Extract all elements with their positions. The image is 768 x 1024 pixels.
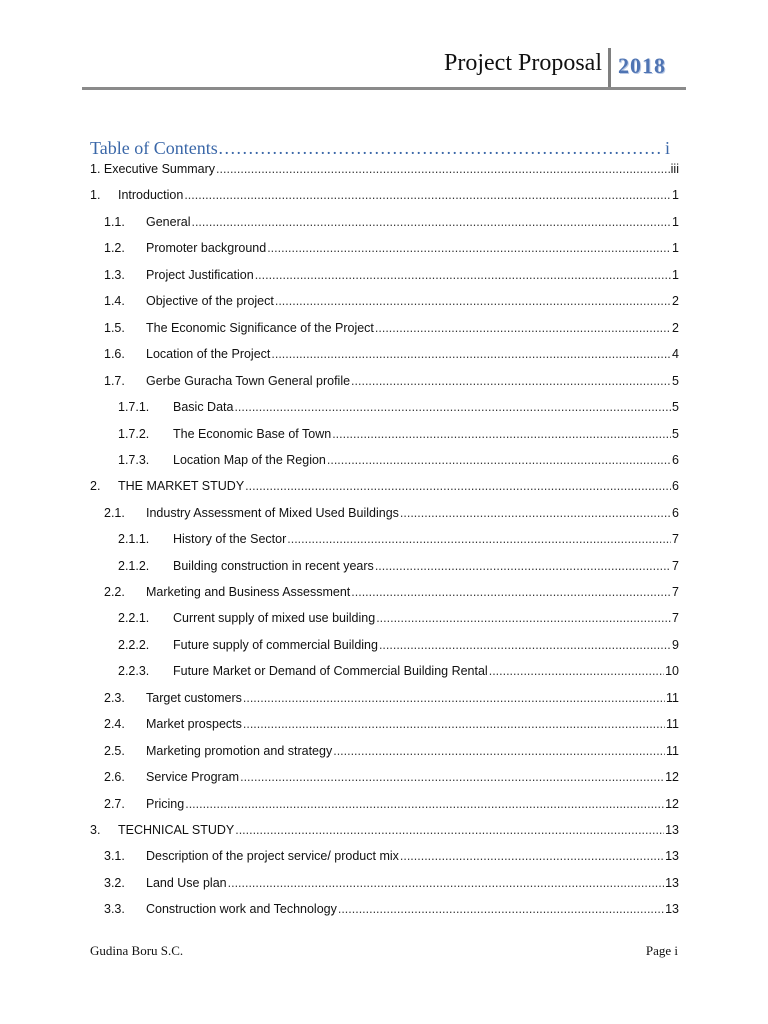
toc-entry[interactable]	[104, 902, 679, 922]
toc-entry-number: 1.	[90, 188, 101, 202]
toc-entry-page: 7	[672, 532, 679, 546]
toc-entry-number: 3.3.	[104, 902, 125, 916]
toc-entry[interactable]	[118, 664, 679, 684]
toc-entry-label: Project Justification	[146, 268, 254, 282]
toc-entry[interactable]	[104, 347, 679, 367]
toc-entry-number: 1.7.2.	[118, 427, 150, 441]
toc-leader-dots	[351, 374, 671, 388]
toc-entry-page: 12	[665, 797, 679, 811]
toc-leader-dots	[255, 268, 671, 282]
toc-entry[interactable]	[104, 691, 679, 711]
toc-entry-number: 2.2.3.	[118, 664, 150, 678]
toc-leader-dots	[234, 400, 671, 414]
toc-entry[interactable]	[90, 188, 679, 208]
toc-entry-number: 3.1.	[104, 849, 125, 863]
toc-entry-page: 6	[672, 453, 679, 467]
toc-entry-label: Promoter background	[146, 241, 267, 255]
toc-entry-number: 2.4.	[104, 717, 125, 731]
toc-entry-label: Marketing and Business Assessment	[146, 585, 351, 599]
toc-leader-dots	[271, 347, 671, 361]
toc-leader-dots	[275, 294, 671, 308]
footer-author: Gudina Boru S.C.	[90, 943, 184, 958]
toc-leader-dots	[376, 611, 671, 625]
toc-entry-page: 1	[672, 241, 679, 255]
toc-leader-dots	[400, 849, 664, 863]
toc-entry-page: 5	[672, 427, 679, 441]
toc-leader-dots	[375, 559, 671, 573]
toc-entry-label: Current supply of mixed use building	[173, 611, 376, 625]
toc-entry[interactable]	[104, 374, 679, 394]
toc-entry[interactable]	[90, 479, 679, 499]
toc-leader-dots	[333, 744, 665, 758]
toc-entry[interactable]	[104, 585, 679, 605]
toc-leader-dots	[228, 876, 664, 890]
toc-entry-number: 2.2.1.	[118, 611, 150, 625]
toc-entry-label: THE MARKET STUDY	[118, 479, 245, 493]
toc-entry-label: Future supply of commercial Building	[173, 638, 378, 652]
toc-entry-page: 2	[672, 294, 679, 308]
toc-entry-label: Basic Data	[173, 400, 234, 414]
toc-entry-number: 2.	[90, 479, 101, 493]
toc-entry[interactable]	[104, 506, 679, 526]
toc-entry[interactable]	[90, 162, 679, 182]
toc-entry-label: History of the Sector	[173, 532, 287, 546]
toc-entry-label: TECHNICAL STUDY	[118, 823, 235, 837]
toc-entry-number: 1.2.	[104, 241, 125, 255]
toc-entry-number: 1.7.1.	[118, 400, 150, 414]
toc-heading[interactable]	[90, 138, 670, 159]
toc-entry-page: 7	[672, 611, 679, 625]
toc-leader-dots	[400, 506, 671, 520]
toc-entry-page: 13	[665, 849, 679, 863]
toc-entry-page: 2	[672, 321, 679, 335]
toc-entry-page: 6	[672, 479, 679, 493]
toc-entry-label: Description of the project service/ product mix	[146, 849, 399, 863]
toc-entry-label: Construction work and Technology	[146, 902, 337, 916]
toc-leader-dots	[332, 427, 671, 441]
toc-entry[interactable]	[104, 770, 679, 790]
toc-entry-number: 1.4.	[104, 294, 125, 308]
toc-leader-dots	[243, 691, 665, 705]
toc-leader-dots	[338, 902, 664, 916]
document-title: Project Proposal	[444, 50, 602, 76]
footer-page-number: Page i	[645, 943, 678, 958]
toc-entry-page: 1	[672, 188, 679, 202]
toc-entry-number: 1.5.	[104, 321, 125, 335]
toc-entry-label: The Economic Base of Town	[173, 427, 332, 441]
toc-entry-page: 11	[666, 717, 679, 731]
toc-entry-page: iii	[670, 162, 679, 176]
toc-entry-label: The Economic Significance of the Project	[146, 321, 374, 335]
toc-entry-number: 2.3.	[104, 691, 125, 705]
toc-leader-dots	[245, 479, 671, 493]
toc-leader-dots	[218, 138, 663, 159]
toc-leader-dots	[184, 188, 671, 202]
toc-entry-label: Location Map of the Region	[173, 453, 326, 467]
toc-entry-number: 2.6.	[104, 770, 125, 784]
toc-entry[interactable]	[104, 849, 679, 869]
toc-entry-label: Location of the Project	[146, 347, 271, 361]
toc-entry-page: 12	[665, 770, 679, 784]
page-header	[82, 44, 686, 88]
toc-entry-number: 1.7.3.	[118, 453, 150, 467]
toc-leader-dots	[235, 823, 664, 837]
toc-leader-dots	[185, 797, 664, 811]
toc-leader-dots	[351, 585, 671, 599]
toc-entry-page: 1	[672, 215, 679, 229]
toc-entry-page: 13	[665, 876, 679, 890]
toc-entry-number: 2.7.	[104, 797, 125, 811]
toc-entry-label: Pricing	[146, 797, 185, 811]
toc-entry[interactable]	[118, 400, 679, 420]
toc-entry-number: 3.	[90, 823, 101, 837]
toc-entry-number: 1.7.	[104, 374, 125, 388]
toc-entry-page: 11	[666, 744, 679, 758]
toc-entry-label: Market prospects	[146, 717, 242, 731]
toc-entry-page: 13	[665, 902, 679, 916]
toc-entry[interactable]	[118, 453, 679, 473]
toc-entry-number: 1.6.	[104, 347, 125, 361]
toc-entry[interactable]	[118, 532, 679, 552]
toc-entry-number: 2.2.2.	[118, 638, 150, 652]
toc-leader-dots	[243, 717, 665, 731]
toc-entry-label: Service Program	[146, 770, 240, 784]
toc-entry[interactable]	[104, 717, 679, 737]
toc-entry-label: Industry Assessment of Mixed Used Buildings	[146, 506, 399, 520]
toc-leader-dots	[191, 215, 671, 229]
toc-entry-page: 5	[672, 374, 679, 388]
toc-entry-label: Building construction in recent years	[173, 559, 374, 573]
header-rule	[82, 87, 686, 90]
header-divider	[608, 48, 611, 88]
toc-entry-page: 10	[665, 664, 679, 678]
toc-entry[interactable]	[104, 797, 679, 817]
toc-entry-number: 1.1.	[104, 215, 125, 229]
toc-entry[interactable]	[104, 876, 679, 896]
toc-entry-page: 11	[666, 691, 679, 705]
toc-entry[interactable]	[118, 611, 679, 631]
toc-entry[interactable]	[118, 559, 679, 579]
toc-entry-label: Introduction	[118, 188, 184, 202]
toc-entry[interactable]	[104, 268, 679, 288]
toc-leader-dots	[375, 321, 671, 335]
toc-entry-label: Future Market or Demand of Commercial Building Rental	[173, 664, 488, 678]
toc-entry[interactable]	[104, 241, 679, 261]
toc-leader-dots	[489, 664, 664, 678]
toc-entry-page: 4	[672, 347, 679, 361]
toc-leader-dots	[240, 770, 664, 784]
toc-entry-page: 9	[672, 638, 679, 652]
toc-entry-label: General	[146, 215, 191, 229]
toc-leader-dots	[216, 162, 670, 176]
toc-leader-dots	[379, 638, 671, 652]
toc-entry[interactable]	[104, 294, 679, 314]
toc-entry-page: 13	[665, 823, 679, 837]
toc-entry-label: Objective of the project	[146, 294, 274, 308]
document-year: 2018	[618, 53, 666, 78]
toc-entry-number: 1.3.	[104, 268, 125, 282]
toc-entry[interactable]	[104, 215, 679, 235]
toc-entry[interactable]	[104, 321, 679, 341]
toc-entry[interactable]	[118, 638, 679, 658]
toc-leader-dots	[287, 532, 671, 546]
toc-entry[interactable]	[90, 823, 679, 843]
toc-entry-number: 2.1.2.	[118, 559, 150, 573]
toc-entry-label: Land Use plan	[146, 876, 227, 890]
toc-entry[interactable]	[104, 744, 679, 764]
toc-leader-dots	[327, 453, 671, 467]
toc-heading-page: i	[664, 138, 670, 158]
toc-entry-label: Marketing promotion and strategy	[146, 744, 333, 758]
toc-entry-page: 5	[672, 400, 679, 414]
toc-entry-number: 3.2.	[104, 876, 125, 890]
toc-entry-label: Target customers	[146, 691, 242, 705]
toc-entry-label: Gerbe Guracha Town General profile	[146, 374, 351, 388]
toc-entry-page: 7	[672, 559, 679, 573]
toc-heading-text: Table of Contents	[90, 138, 218, 158]
toc-entry-number: 2.1.1.	[118, 532, 150, 546]
toc-leader-dots	[267, 241, 671, 255]
toc-entry-page: 7	[672, 585, 679, 599]
toc-entry-number: 2.5.	[104, 744, 125, 758]
toc-entry-page: 1	[672, 268, 679, 282]
toc-entry-number: 2.2.	[104, 585, 125, 599]
toc-entry-label: 1. Executive Summary	[90, 162, 216, 176]
toc-entry[interactable]	[118, 427, 679, 447]
toc-entry-number: 2.1.	[104, 506, 125, 520]
toc-entry-page: 6	[672, 506, 679, 520]
